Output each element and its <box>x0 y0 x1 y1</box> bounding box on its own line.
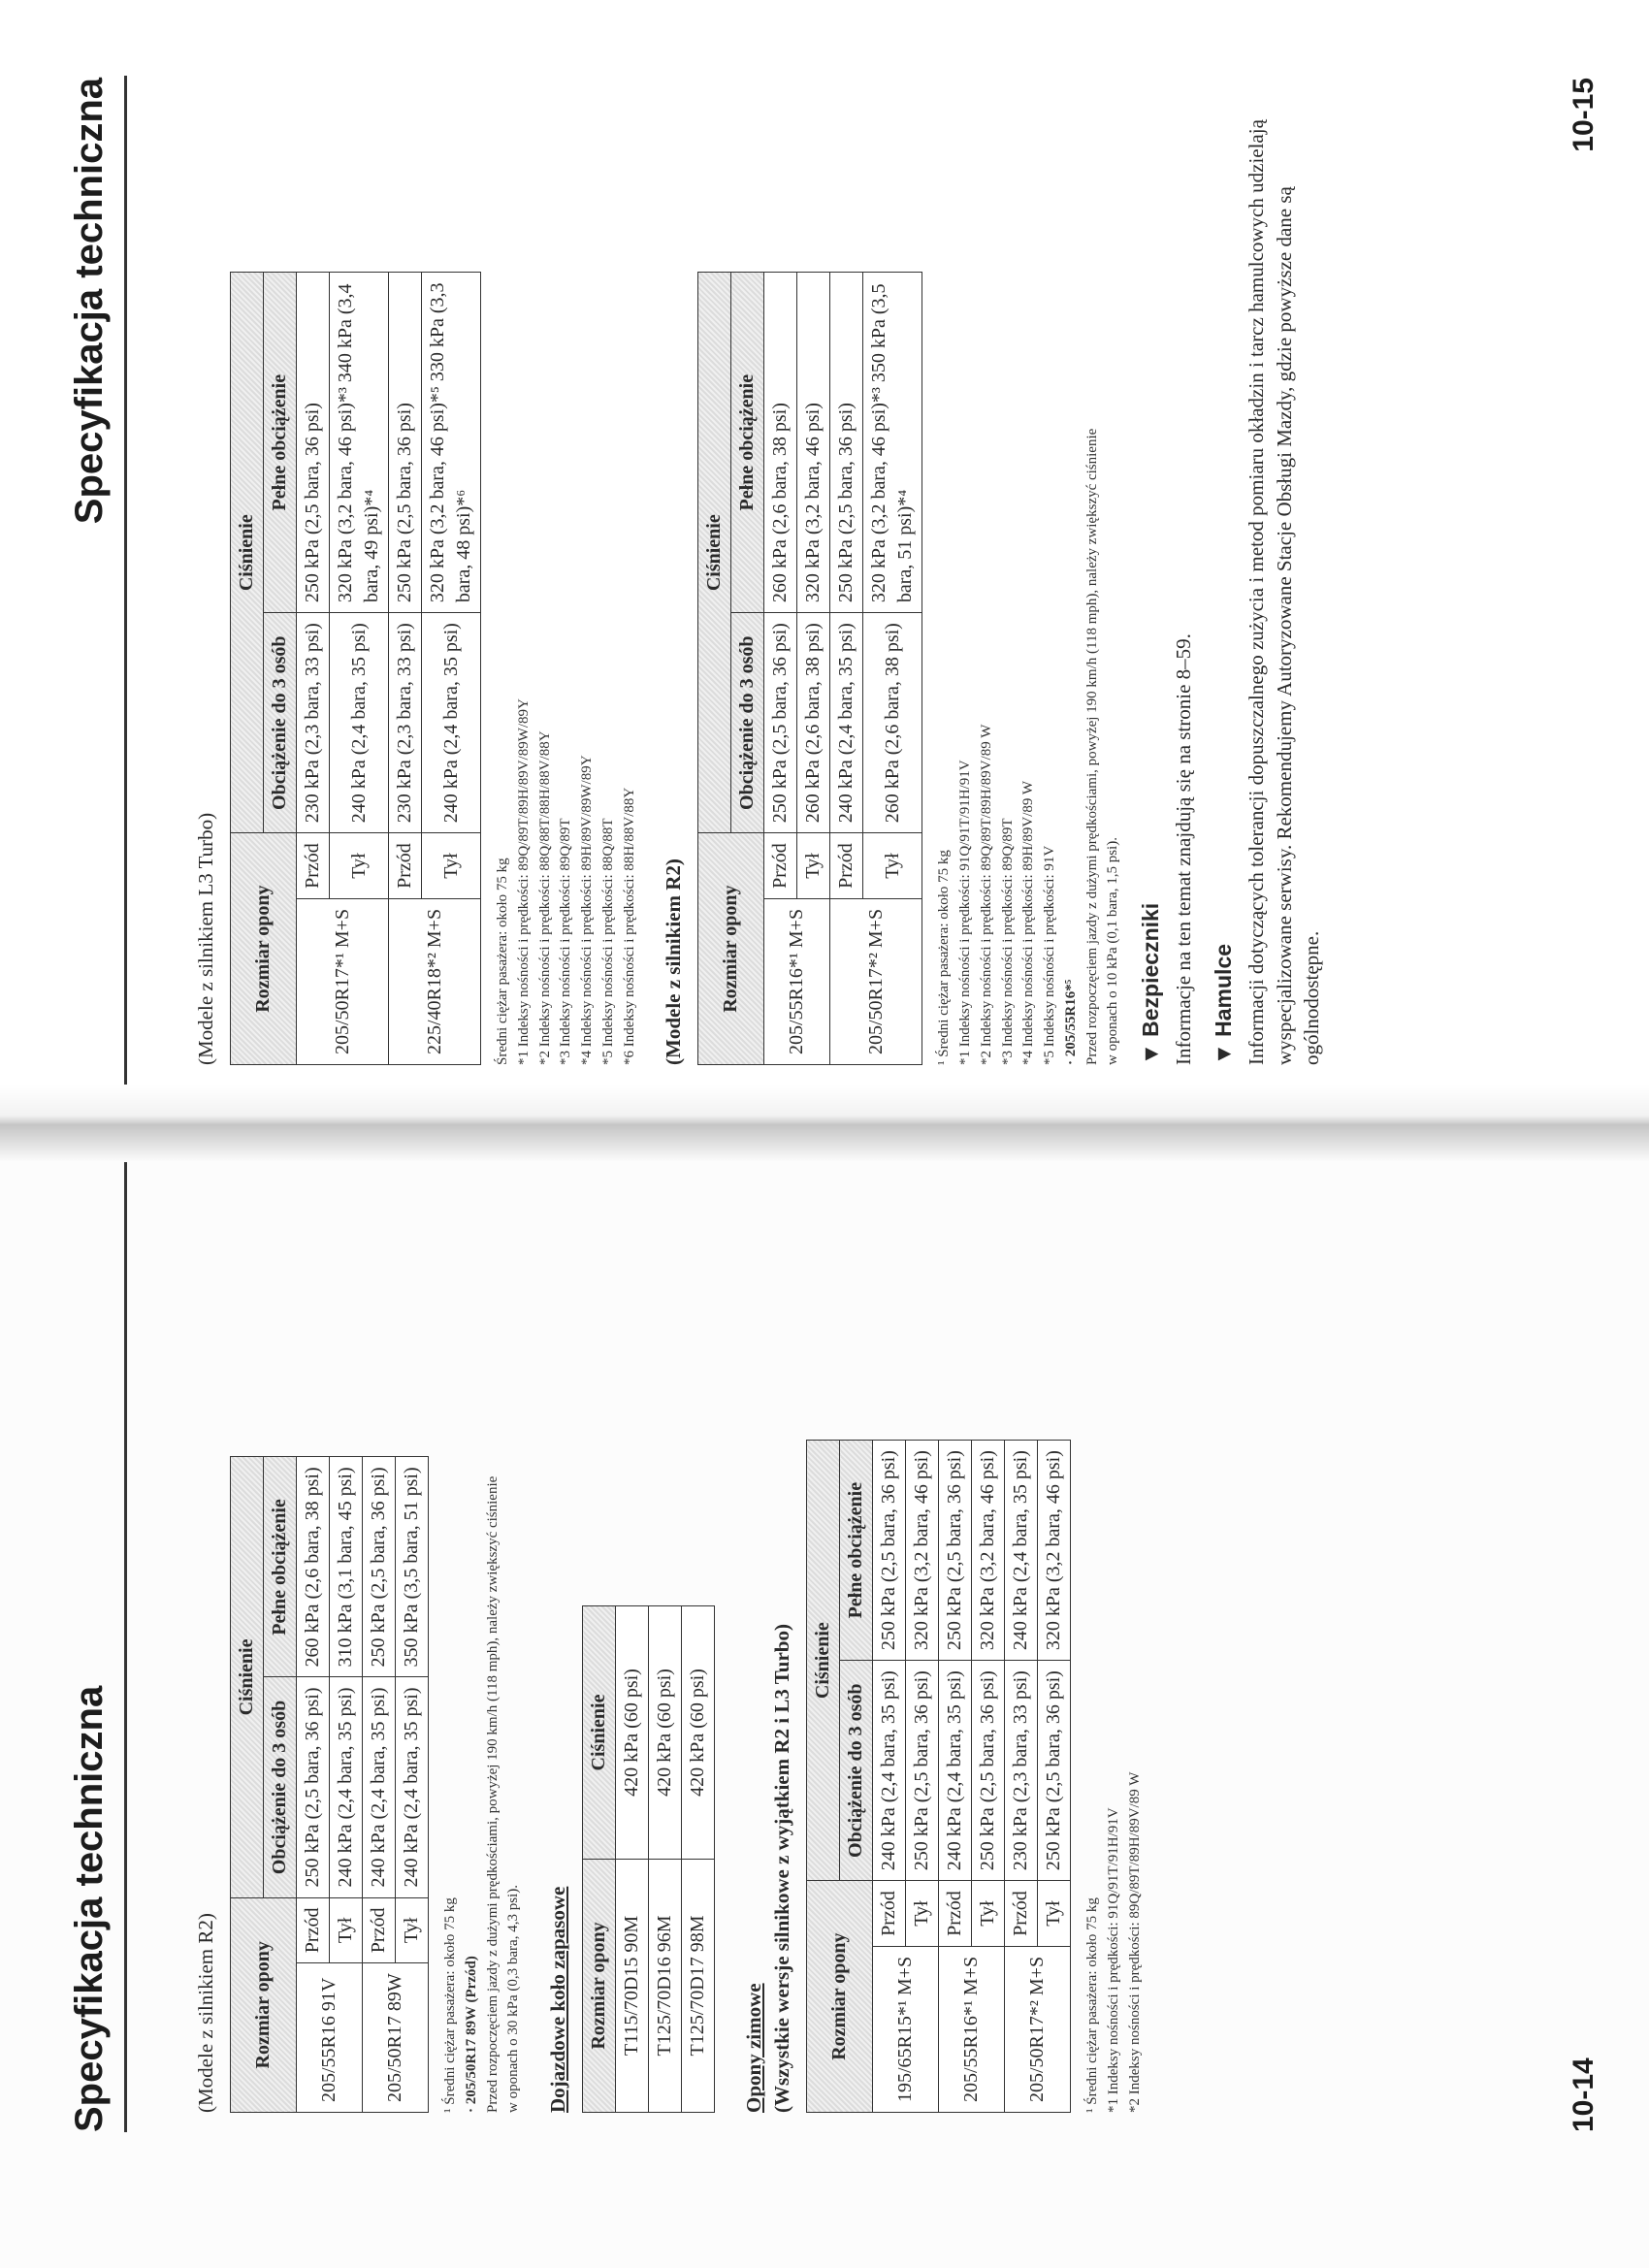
header-pressure: Ciśnienie <box>231 1457 264 1897</box>
load3-cell: 230 kPa (2,3 bara, 33 psi) <box>297 613 330 833</box>
header-pressure: Ciśnienie <box>231 273 264 833</box>
load3-cell: 260 kPa (2,6 bara, 38 psi) <box>797 613 830 833</box>
header-tire-size: Rozmiar opony <box>231 833 297 1065</box>
full-load-cell: 250 kPa (2,5 bara, 36 psi) <box>830 273 863 613</box>
header-pressure: Ciśnienie <box>698 273 731 833</box>
tire-size-cell: T125/70D17 98M <box>682 1860 715 2113</box>
footnote: *1 Indeksy nośności i prędkości: 89Q/89T/89H/89V/89W/89Y <box>515 698 532 1065</box>
footnote: *5 Indeksy nośności i prędkości: 88Q/88T <box>599 818 616 1065</box>
full-load-cell: 320 kPa (3,2 bara, 46 psi)*⁵ 330 kPa (3,3 bara, 48 psi)*⁶ <box>422 273 481 613</box>
full-load-cell: 320 kPa (3,2 bara, 46 psi) <box>1038 1441 1071 1661</box>
footnote: ¹ Średni ciężar pasażera: około 75 kg <box>442 1897 458 2113</box>
full-load-cell: 250 kPa (2,5 bara, 36 psi) <box>297 273 330 613</box>
table-row <box>873 1441 906 2113</box>
load3-cell: 250 kPa (2,5 bara, 36 psi) <box>297 1677 330 1897</box>
section-title-spare: Dojazdowe koło zapasowe <box>546 1886 569 2113</box>
load3-cell: 250 kPa (2,5 bara, 36 psi) <box>1038 1661 1071 1881</box>
axle-cell: Tył <box>396 1897 429 1963</box>
header-full-load: Pełne obciążenie <box>264 1457 297 1677</box>
footnote: *2 Indeksy nośności i prędkości: 89Q/89T/89H/89V/89 W <box>1126 1771 1143 2113</box>
axle-cell: Tył <box>330 1897 363 1963</box>
footnotes-r2 <box>440 1182 525 2113</box>
tire-size-cell: 205/50R17*¹ M+S <box>297 898 389 1064</box>
gutter-shadow <box>0 1085 1649 1162</box>
heading-fuses: ▼ Bezpieczniki <box>1138 902 1163 1065</box>
table-row <box>363 1457 396 2113</box>
footnote: *5 Indeksy nośności i prędkości: 91V <box>1042 845 1057 1065</box>
table-row <box>682 1606 715 2113</box>
tire-size-cell: 205/50R17*² M+S <box>830 898 922 1064</box>
full-load-cell: 250 kPa (2,5 bara, 36 psi) <box>873 1441 906 1661</box>
brakes-text: Informacji dotyczących tolerancji dopuszczalnego zużycia i metod pomiaru okładzin i tarcz hamulcowych udzielają wyspecjalizowane serwisy. Rekomendujemy Autoryzowane Stacje Obsługi Mazdy, gdzie powyższe dane są ogólnodostępne. <box>1245 119 1324 1065</box>
header-tire-size: Rozmiar opony <box>807 1881 873 2113</box>
left-content <box>194 1182 1167 2113</box>
header-load-3: Obciążenie do 3 osób <box>840 1661 873 1881</box>
full-load-cell: 250 kPa (2,5 bara, 36 psi) <box>363 1457 396 1677</box>
load3-cell: 250 kPa (2,5 bara, 36 psi) <box>764 613 797 833</box>
full-load-cell: 320 kPa (3,2 bara, 46 psi) <box>797 273 830 613</box>
table-spare <box>582 1605 715 2113</box>
load3-cell: 250 kPa (2,5 bara, 36 psi) <box>906 1661 939 1881</box>
footnote: *4 Indeksy nośności i prędkości: 89H/89V/89W/89Y <box>579 755 595 1065</box>
table-r2 <box>230 1456 429 2113</box>
load3-cell: 250 kPa (2,5 bara, 36 psi) <box>972 1661 1005 1881</box>
footnote: *1 Indeksy nośności i prędkości: 91Q/91T/91H/91V <box>1105 1807 1121 2113</box>
tire-size-cell: 205/55R16*¹ M+S <box>939 1946 1005 2112</box>
footnote: ¹ Średni ciężar pasażera: około 75 kg <box>1084 1897 1100 2113</box>
axle-cell: Tył <box>1038 1881 1071 1947</box>
header-load-3: Obciążenie do 3 osób <box>264 1677 297 1897</box>
tire-size-cell: 205/55R16*¹ M+S <box>764 898 830 1064</box>
footnote: Przed rozpoczęciem jazdy z dużymi prędkościami, powyżej 190 km/h (118 mph), należy zwiększyć ciśnienie <box>484 1475 501 2113</box>
table-l3-turbo <box>230 272 481 1065</box>
header-full-load: Pełne obciążenie <box>264 273 297 613</box>
running-title: Specyfikacja techniczna <box>68 1685 111 2132</box>
title-rule <box>124 1162 127 2132</box>
load3-cell: 230 kPa (2,3 bara, 33 psi) <box>1005 1661 1038 1881</box>
tire-size-cell: 225/40R18*² M+S <box>389 898 481 1064</box>
load3-cell: 240 kPa (2,4 bara, 35 psi) <box>939 1661 972 1881</box>
load3-cell: 240 kPa (2,4 bara, 35 psi) <box>873 1661 906 1881</box>
table-r2-winter <box>697 272 922 1065</box>
axle-cell: Przód <box>363 1897 396 1963</box>
pressure-cell: 420 kPa (60 psi) <box>682 1606 715 1860</box>
full-load-cell: 240 kPa (2,4 bara, 35 psi) <box>1005 1441 1038 1661</box>
pressure-cell: 420 kPa (60 psi) <box>616 1606 649 1860</box>
footnote: w oponach o 10 kPa (0,1 bara, 1,5 psi). <box>1105 837 1121 1065</box>
load3-cell: 240 kPa (2,4 bara, 35 psi) <box>422 613 481 833</box>
title-rule <box>124 76 127 1085</box>
section-title-winter: Opony zimowe <box>742 1983 765 2113</box>
load3-cell: 260 kPa (2,6 bara, 38 psi) <box>863 613 922 833</box>
load3-cell: 240 kPa (2,4 bara, 35 psi) <box>330 1677 363 1897</box>
full-load-cell: 320 kPa (3,2 bara, 46 psi)*³ 350 kPa (3,5 bara, 51 psi)*⁴ <box>863 273 922 613</box>
right-content <box>194 56 1335 1065</box>
axle-cell: Tył <box>906 1881 939 1947</box>
full-load-cell: 250 kPa (2,5 bara, 36 psi) <box>389 273 422 613</box>
axle-cell: Tył <box>972 1881 1005 1947</box>
header-load-3: Obciążenie do 3 osób <box>731 613 764 833</box>
table-row <box>616 1606 649 2113</box>
tire-size-cell: 205/50R17*² M+S <box>1005 1946 1071 2112</box>
axle-cell: Przód <box>873 1881 906 1947</box>
footnotes-r2 <box>934 56 1124 1065</box>
footnote: *3 Indeksy nośności i prędkości: 89Q/89T <box>558 818 574 1065</box>
full-load-cell: 260 kPa (2,6 bara, 38 psi) <box>764 273 797 613</box>
full-load-cell: 310 kPa (3,1 bara, 45 psi) <box>330 1457 363 1677</box>
header-full-load: Pełne obciążenie <box>731 273 764 613</box>
fuses-text: Informacje na ten temat znajdują się na stronie 8–59. <box>1172 633 1195 1065</box>
footnotes-winter <box>1083 1182 1146 2113</box>
full-load-cell: 260 kPa (2,6 bara, 38 psi) <box>297 1457 330 1677</box>
section-title-r2: (Modele z silnikiem R2) <box>662 859 686 1065</box>
footnotes-l3 <box>493 56 640 1065</box>
heading-brakes: ▼ Hamulce <box>1211 943 1237 1065</box>
table-row <box>297 1457 330 2113</box>
axle-cell: Przód <box>297 833 330 899</box>
page-number: 10-15 <box>1568 78 1600 152</box>
tire-size-cell: 205/50R17 89W <box>363 1963 429 2113</box>
table-row <box>297 273 330 1065</box>
header-pressure: Ciśnienie <box>583 1606 616 1860</box>
table-row <box>764 273 797 1065</box>
header-tire-size: Rozmiar opony <box>583 1860 616 2113</box>
axle-cell: Przód <box>1005 1881 1038 1947</box>
footnote: w oponach o 30 kPa (0,3 bara, 4,3 psi). <box>505 1885 522 2113</box>
table-row <box>389 273 422 1065</box>
tire-size-cell: 195/65R15*¹ M+S <box>873 1946 939 2112</box>
tire-size-cell: T125/70D16 96M <box>649 1860 682 2113</box>
header-tire-size: Rozmiar opony <box>231 1897 297 2112</box>
section-title-r2: (Modele z silnikiem R2) <box>194 1913 217 2113</box>
footnote: *2 Indeksy nośności i prędkości: 88Q/88T/88H/88V/88Y <box>536 730 553 1065</box>
footnote: ¹ Średni ciężar pasażera: około 75 kg <box>936 850 953 1065</box>
tire-size-cell: T115/70D15 90M <box>616 1860 649 2113</box>
axle-cell: Przód <box>830 833 863 899</box>
axle-cell: Przód <box>939 1881 972 1947</box>
header-tire-size: Rozmiar opony <box>698 833 764 1065</box>
load3-cell: 240 kPa (2,4 bara, 35 psi) <box>396 1677 429 1897</box>
table-row <box>649 1606 682 2113</box>
axle-cell: Tył <box>422 833 481 899</box>
axle-cell: Przód <box>764 833 797 899</box>
footnote: *3 Indeksy nośności i prędkości: 89Q/89T <box>999 818 1016 1065</box>
footnote: *6 Indeksy nośności i prędkości: 88H/88V/88Y <box>621 787 637 1065</box>
page-10-15 <box>0 0 1649 1123</box>
footnote: *1 Indeksy nośności i prędkości: 91Q/91T/91H/91V <box>957 760 973 1065</box>
table-row <box>830 273 863 1065</box>
full-load-cell: 320 kPa (3,2 bara, 46 psi)*³ 340 kPa (3,4 bara, 49 psi)*⁴ <box>330 273 389 613</box>
table-row <box>939 1441 972 2113</box>
full-load-cell: 320 kPa (3,2 bara, 46 psi) <box>972 1441 1005 1661</box>
footnote: Przed rozpoczęciem jazdy z dużymi prędkościami, powyżej 190 km/h (118 mph), należy zwiększyć ciśnienie <box>1083 428 1100 1065</box>
full-load-cell: 250 kPa (2,5 bara, 36 psi) <box>939 1441 972 1661</box>
footnote: *4 Indeksy nośności i prędkości: 89H/89V/89 W <box>1020 780 1037 1065</box>
axle-cell: Tył <box>797 833 830 899</box>
section-title-l3: (Modele z silnikiem L3 Turbo) <box>194 812 217 1065</box>
tire-size-cell: 205/55R16 91V <box>297 1963 363 2113</box>
footnote: · 205/55R16*⁵ <box>1062 979 1079 1065</box>
load3-cell: 240 kPa (2,4 bara, 35 psi) <box>363 1677 396 1897</box>
header-load-3: Obciążenie do 3 osób <box>264 613 297 833</box>
pressure-cell: 420 kPa (60 psi) <box>649 1606 682 1860</box>
table-row <box>1005 1441 1038 2113</box>
footnote: *2 Indeksy nośności i prędkości: 89Q/89T/89H/89V/89 W <box>978 724 994 1065</box>
axle-cell: Tył <box>863 833 922 899</box>
running-title: Specyfikacja techniczna <box>68 78 111 525</box>
table-winter <box>806 1440 1071 2113</box>
load3-cell: 240 kPa (2,4 bara, 35 psi) <box>330 613 389 833</box>
header-pressure: Ciśnienie <box>807 1441 840 1881</box>
full-load-cell: 320 kPa (3,2 bara, 46 psi) <box>906 1441 939 1661</box>
axle-cell: Tył <box>330 833 389 899</box>
footnote: Średni ciężar pasażera: około 75 kg <box>495 858 510 1065</box>
header-full-load: Pełne obciążenie <box>840 1441 873 1661</box>
page-number: 10-14 <box>1568 2057 1600 2132</box>
section-subtitle-winter: (Wszystkie wersje silnikowe z wyjątkiem R2 i L3 Turbo) <box>770 1624 793 2113</box>
page-10-14 <box>0 1123 1649 2268</box>
full-load-cell: 350 kPa (3,5 bara, 51 psi) <box>396 1457 429 1677</box>
load3-cell: 230 kPa (2,3 bara, 33 psi) <box>389 613 422 833</box>
axle-cell: Przód <box>297 1897 330 1963</box>
axle-cell: Przód <box>389 833 422 899</box>
footnote: · 205/50R17 89W (Przód) <box>463 1956 479 2113</box>
load3-cell: 240 kPa (2,4 bara, 35 psi) <box>830 613 863 833</box>
